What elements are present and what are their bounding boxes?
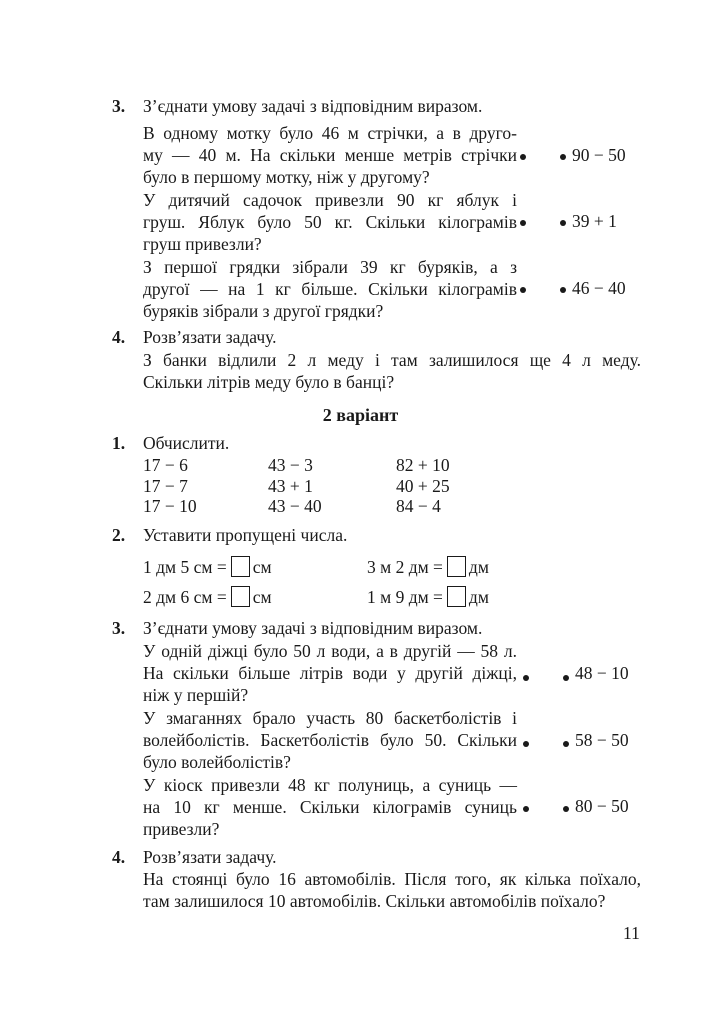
- calc-expression: 17 − 7: [143, 476, 188, 496]
- answer-box[interactable]: [231, 556, 250, 577]
- match-dot-expression[interactable]: [563, 741, 569, 747]
- task-number-4: 4.: [112, 847, 126, 867]
- calc-expression: 84 − 4: [396, 496, 441, 516]
- match-dot-problem[interactable]: [523, 806, 529, 812]
- problem-line: буряків зібрали з другої грядки?: [143, 301, 384, 321]
- problem-line: У змаганнях брало участь 80 баскетболістів і: [143, 708, 517, 728]
- problem-line: У одній діжці було 50 л води, а в другій — 58 л.: [143, 641, 517, 661]
- conversion-unit: см: [252, 587, 272, 607]
- problem-line: привезли?: [143, 819, 220, 839]
- problem-line: другої — на 1 кг більше. Скільки кілограмів: [143, 279, 517, 299]
- conversion-item: [367, 556, 489, 578]
- expression: 90 − 50: [572, 145, 626, 165]
- problem-line: там залишилося 10 автомобілів. Скільки автомобілів поїхало?: [143, 891, 606, 911]
- task-number-3: 3.: [112, 618, 126, 638]
- problem-line: На стоянці було 16 автомобілів. Після того, як кілька поїхало,: [143, 869, 641, 889]
- conversion-left: 1 дм 5 см =: [143, 557, 227, 577]
- problem-line: груш. Яблук було 50 кг. Скільки кілограмів: [143, 212, 517, 232]
- task-number-3: 3.: [112, 96, 126, 116]
- calc-expression: 40 + 25: [396, 476, 450, 496]
- expression: 58 − 50: [575, 730, 629, 750]
- conversion-item: [143, 556, 272, 578]
- variant-title: 2 варіант: [322, 405, 399, 425]
- match-dot-problem[interactable]: [520, 287, 526, 293]
- task-heading: З’єднати умову задачі з відповідним виразом.: [143, 96, 483, 116]
- problem-line: Скільки літрів меду було в банці?: [143, 372, 395, 392]
- expression: 80 − 50: [575, 796, 629, 816]
- problem-line: було в першому мотку, ніж у другому?: [143, 167, 430, 187]
- answer-box[interactable]: [231, 586, 250, 607]
- conversion-unit: дм: [468, 557, 489, 577]
- task-number-2: 2.: [112, 525, 126, 545]
- calc-expression: 17 − 10: [143, 496, 197, 516]
- problem-line: груш привезли?: [143, 234, 262, 254]
- problem-line: У кіоск привезли 48 кг полуниць, а суниць —: [143, 775, 517, 795]
- problem-line: волейболістів. Баскетболістів було 50. Скільки: [143, 730, 517, 750]
- conversion-unit: см: [252, 557, 272, 577]
- task-number-1: 1.: [112, 433, 126, 453]
- answer-box[interactable]: [447, 586, 466, 607]
- conversion-left: 1 м 9 дм =: [367, 587, 443, 607]
- problem-line: З першої грядки зібрали 39 кг буряків, а з: [143, 257, 517, 277]
- problem-line: му — 40 м. На скільки менше метрів стрічки: [143, 145, 517, 165]
- task-heading: З’єднати умову задачі з відповідним виразом.: [143, 618, 483, 638]
- match-dot-problem[interactable]: [520, 154, 526, 160]
- problem-line: З банки відлили 2 л меду і там залишилося ще 4 л меду.: [143, 350, 641, 370]
- expression: 48 − 10: [575, 663, 629, 683]
- conversion-item: [143, 586, 272, 608]
- match-dot-problem[interactable]: [520, 220, 526, 226]
- problem-line: ніж у першій?: [143, 685, 249, 705]
- match-dot-expression[interactable]: [563, 675, 569, 681]
- problem-line: В одному мотку було 46 м стрічки, а в друго-: [143, 123, 517, 143]
- match-dot-expression[interactable]: [560, 154, 566, 160]
- task-heading: Обчислити.: [143, 433, 230, 453]
- task-heading: Розв’язати задачу.: [143, 847, 277, 867]
- calc-expression: 82 + 10: [396, 455, 450, 475]
- conversion-item: [367, 586, 489, 608]
- conversion-unit: дм: [468, 587, 489, 607]
- calc-expression: 43 − 3: [268, 455, 313, 475]
- problem-line: На скільки більше літрів води у другій діжці,: [143, 663, 517, 683]
- task-heading: Уставити пропущені числа.: [143, 525, 348, 545]
- expression: 46 − 40: [572, 278, 626, 298]
- conversion-left: 2 дм 6 см =: [143, 587, 227, 607]
- calc-expression: 43 − 40: [268, 496, 322, 516]
- problem-line: У дитячий садочок привезли 90 кг яблук і: [143, 190, 517, 210]
- expression: 39 + 1: [572, 211, 617, 231]
- answer-box[interactable]: [447, 556, 466, 577]
- match-dot-expression[interactable]: [560, 220, 566, 226]
- match-dot-expression[interactable]: [563, 806, 569, 812]
- problem-line: було волейболістів?: [143, 752, 291, 772]
- problem-line: на 10 кг менше. Скільки кілограмів суниць: [143, 797, 517, 817]
- task-number-4: 4.: [112, 327, 126, 347]
- match-dot-expression[interactable]: [560, 287, 566, 293]
- conversion-left: 3 м 2 дм =: [367, 557, 443, 577]
- page-number: 11: [623, 923, 640, 943]
- calc-expression: 43 + 1: [268, 476, 313, 496]
- match-dot-problem[interactable]: [523, 741, 529, 747]
- task-heading: Розв’язати задачу.: [143, 327, 277, 347]
- match-dot-problem[interactable]: [523, 675, 529, 681]
- calc-expression: 17 − 6: [143, 455, 188, 475]
